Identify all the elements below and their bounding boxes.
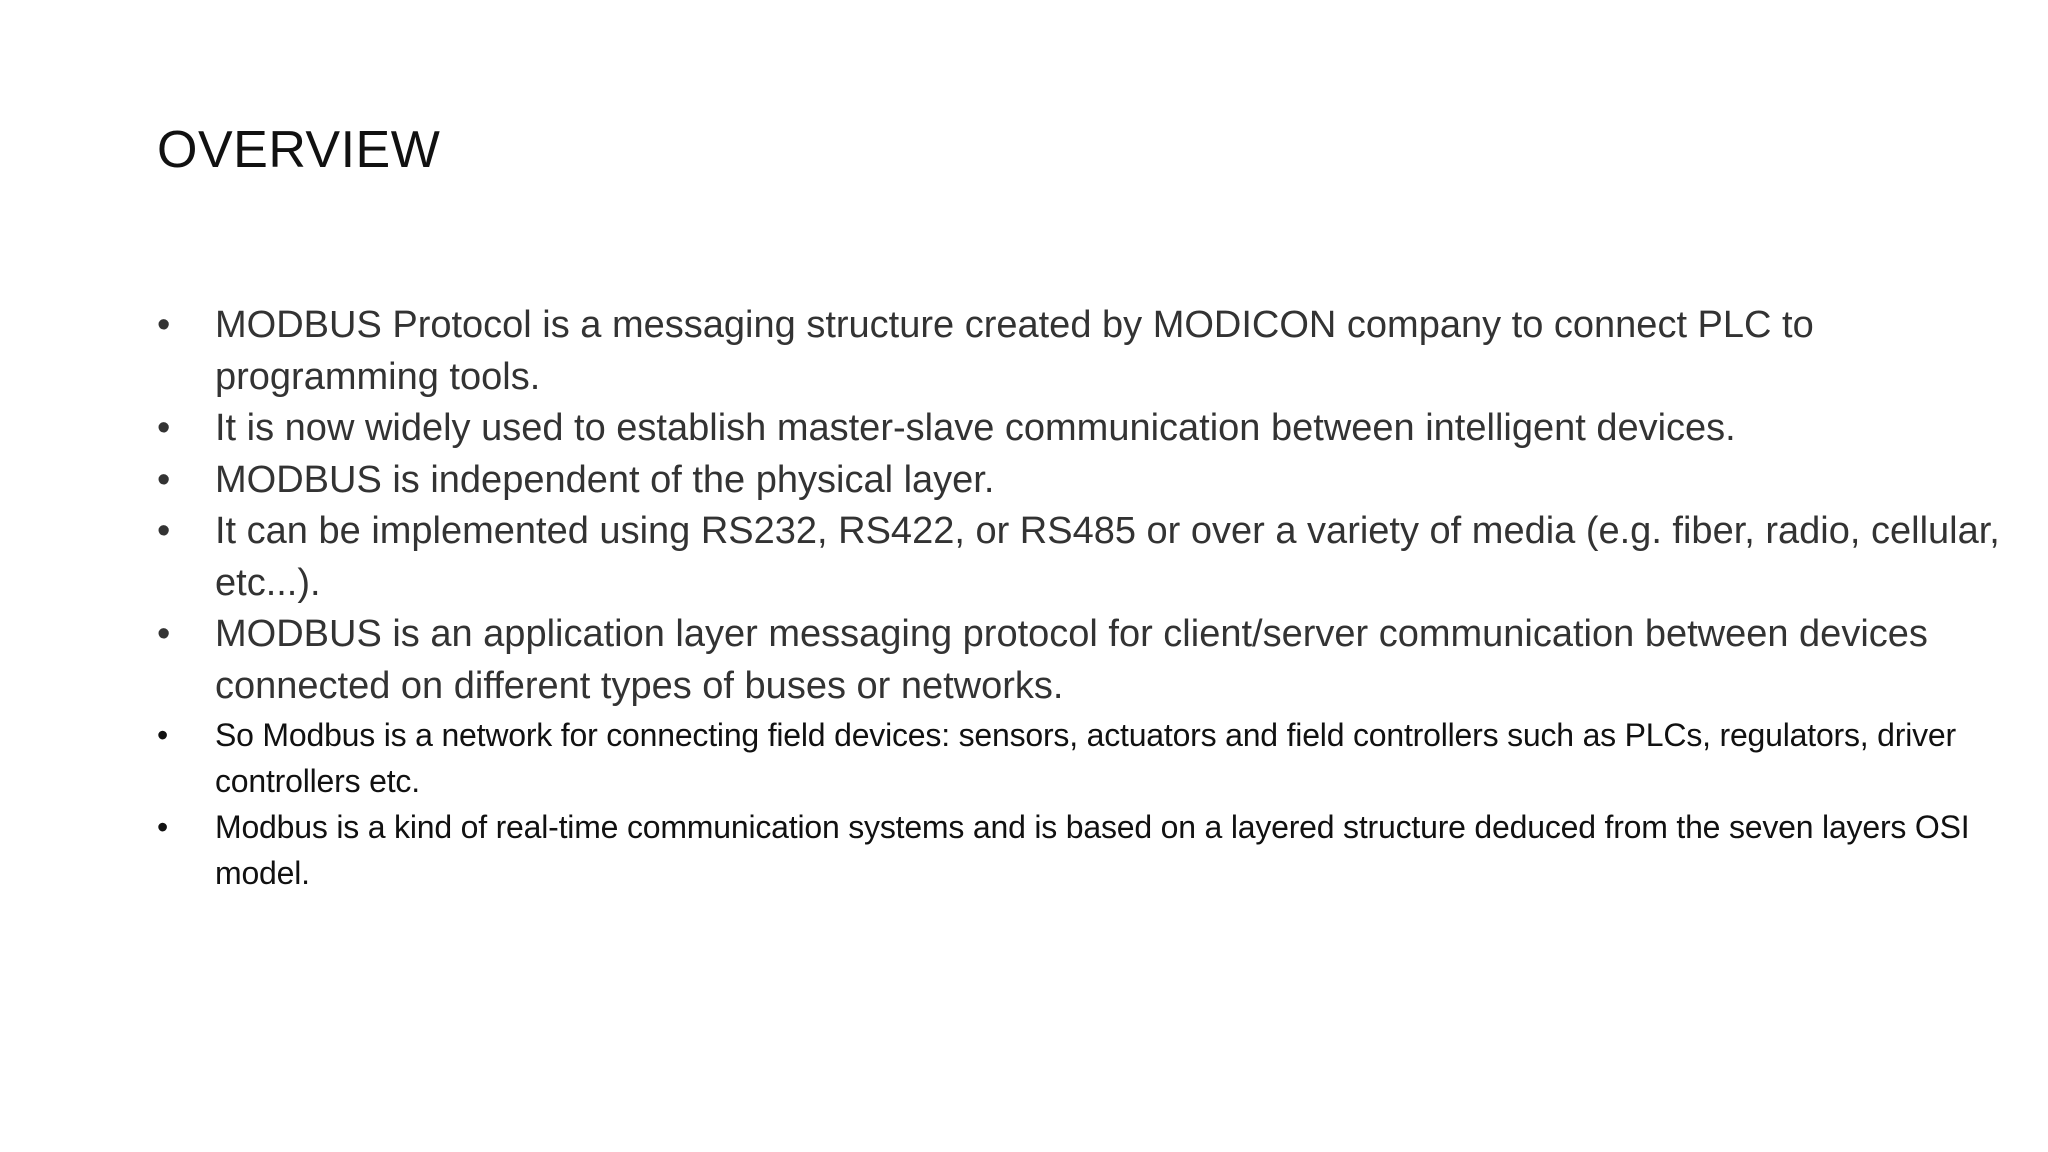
slide-title: OVERVIEW xyxy=(157,121,441,179)
bullet-icon: • xyxy=(157,304,171,346)
bullet-text: It can be implemented using RS232, RS422, or RS485 or over a variety of media (e.g. fiber, radio, cellular, etc...). xyxy=(215,510,2000,604)
list-item xyxy=(157,712,2017,804)
bullet-text: MODBUS is an application layer messaging protocol for client/server communication between devices connected on different types of buses or networks. xyxy=(215,613,1928,707)
list-item xyxy=(157,300,2017,403)
list-item xyxy=(157,506,2017,609)
bullet-icon: • xyxy=(157,717,169,753)
bullet-text: MODBUS Protocol is a messaging structure created by MODICON company to connect PLC to programming tools. xyxy=(215,304,1814,398)
bullet-icon: • xyxy=(157,407,171,449)
bullet-icon: • xyxy=(157,510,171,552)
bullet-text: So Modbus is a network for connecting field devices: sensors, actuators and field controllers such as PLCs, regulators, driver controllers etc. xyxy=(215,717,1956,799)
bullet-text: MODBUS is independent of the physical layer. xyxy=(215,458,995,501)
list-item xyxy=(157,609,2017,712)
bullet-icon: • xyxy=(157,613,171,655)
bullet-text: It is now widely used to establish master-slave communication between intelligent devices. xyxy=(215,407,1736,449)
bullet-list xyxy=(157,300,2017,896)
bullet-icon: • xyxy=(157,809,169,845)
list-item xyxy=(157,804,2017,896)
list-item xyxy=(157,455,2017,507)
bullet-text: Modbus is a kind of real-time communication systems and is based on a layered structure deduced from the seven layers OSI model. xyxy=(215,809,1970,891)
list-item xyxy=(157,403,2017,455)
bullet-icon: • xyxy=(157,458,171,501)
